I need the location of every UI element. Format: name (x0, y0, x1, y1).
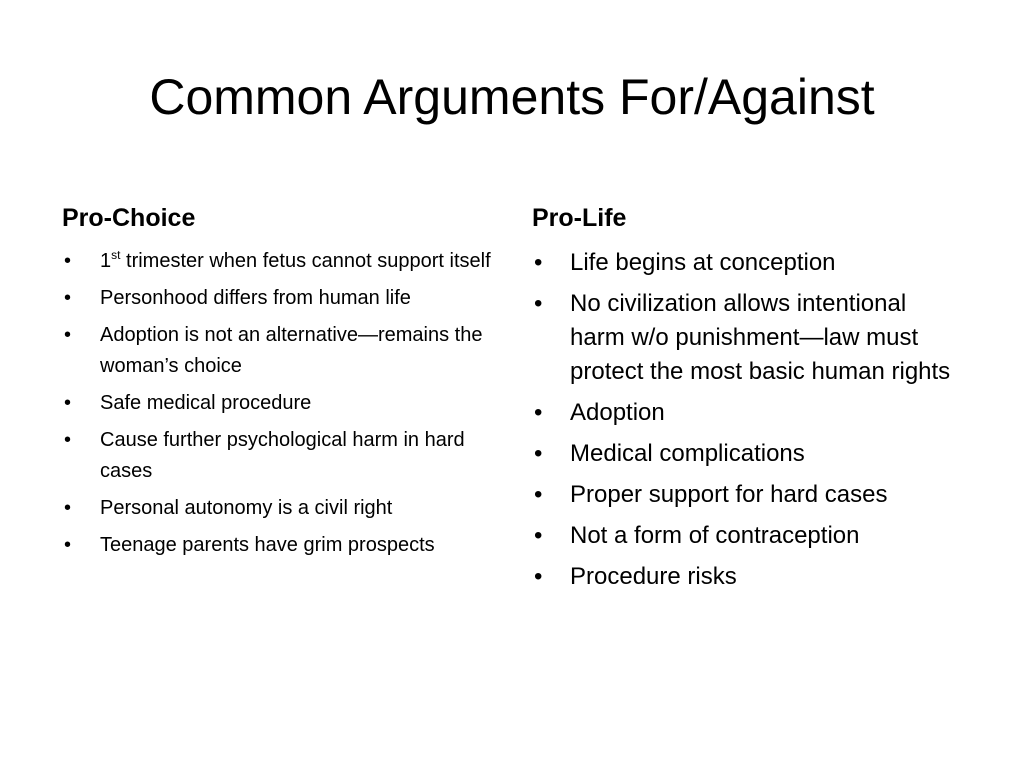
pro-life-list (532, 246, 962, 594)
pro-choice-column (62, 198, 502, 567)
pro-life-column (532, 198, 962, 601)
list-item (62, 493, 502, 524)
bullet-icon: • (64, 250, 72, 272)
slide-title: Common Arguments For/Against (149, 69, 875, 125)
list-item (532, 287, 962, 389)
item-text: Safe medical procedure (100, 392, 312, 414)
item-text: Adoption (570, 399, 665, 426)
bullet-icon: • (64, 534, 72, 556)
bullet-icon: • (534, 522, 543, 549)
item-text: Personhood differs from human life (100, 287, 411, 309)
bullet-icon: • (534, 440, 543, 467)
item-text: Teenage parents have grim prospects (100, 534, 435, 556)
item-text: Procedure risks (570, 563, 737, 590)
bullet-icon: • (534, 481, 543, 508)
item-prefix: 1 (100, 250, 112, 272)
item-text: Personal autonomy is a civil right (100, 497, 393, 519)
bullet-icon: • (64, 287, 72, 309)
list-item (62, 388, 502, 419)
bullet-icon: • (534, 399, 543, 426)
bullet-icon: • (64, 324, 72, 346)
item-text: No civilization allows intentional harm w/o punishment—law must protect the most basic human rights (570, 290, 951, 385)
list-item (532, 437, 962, 471)
list-item (532, 396, 962, 430)
list-item (532, 478, 962, 512)
item-text: trimester when fetus cannot support itself (120, 250, 491, 272)
bullet-icon: • (534, 563, 543, 590)
bullet-icon: • (64, 429, 72, 451)
item-text: Proper support for hard cases (570, 481, 888, 508)
bullet-icon: • (64, 497, 72, 519)
list-item (62, 283, 502, 314)
list-item (532, 519, 962, 553)
item-text: Medical complications (570, 440, 805, 467)
pro-choice-heading: Pro-Choice (62, 204, 196, 232)
item-text: Not a form of contraception (570, 522, 860, 549)
list-item (62, 530, 502, 561)
list-item (62, 320, 502, 382)
pro-life-heading: Pro-Life (532, 204, 627, 232)
list-item (62, 425, 502, 487)
bullet-icon: • (534, 249, 543, 276)
item-superscript: st (111, 248, 121, 262)
list-item (62, 246, 502, 277)
bullet-icon: • (534, 290, 543, 317)
pro-choice-list (62, 246, 502, 561)
item-text: Adoption is not an alternative—remains the woman’s choice (100, 324, 483, 377)
item-text: Life begins at conception (570, 249, 836, 276)
list-item (532, 560, 962, 594)
item-text: Cause further psychological harm in hard cases (100, 429, 465, 482)
list-item (532, 246, 962, 280)
bullet-icon: • (64, 392, 72, 414)
